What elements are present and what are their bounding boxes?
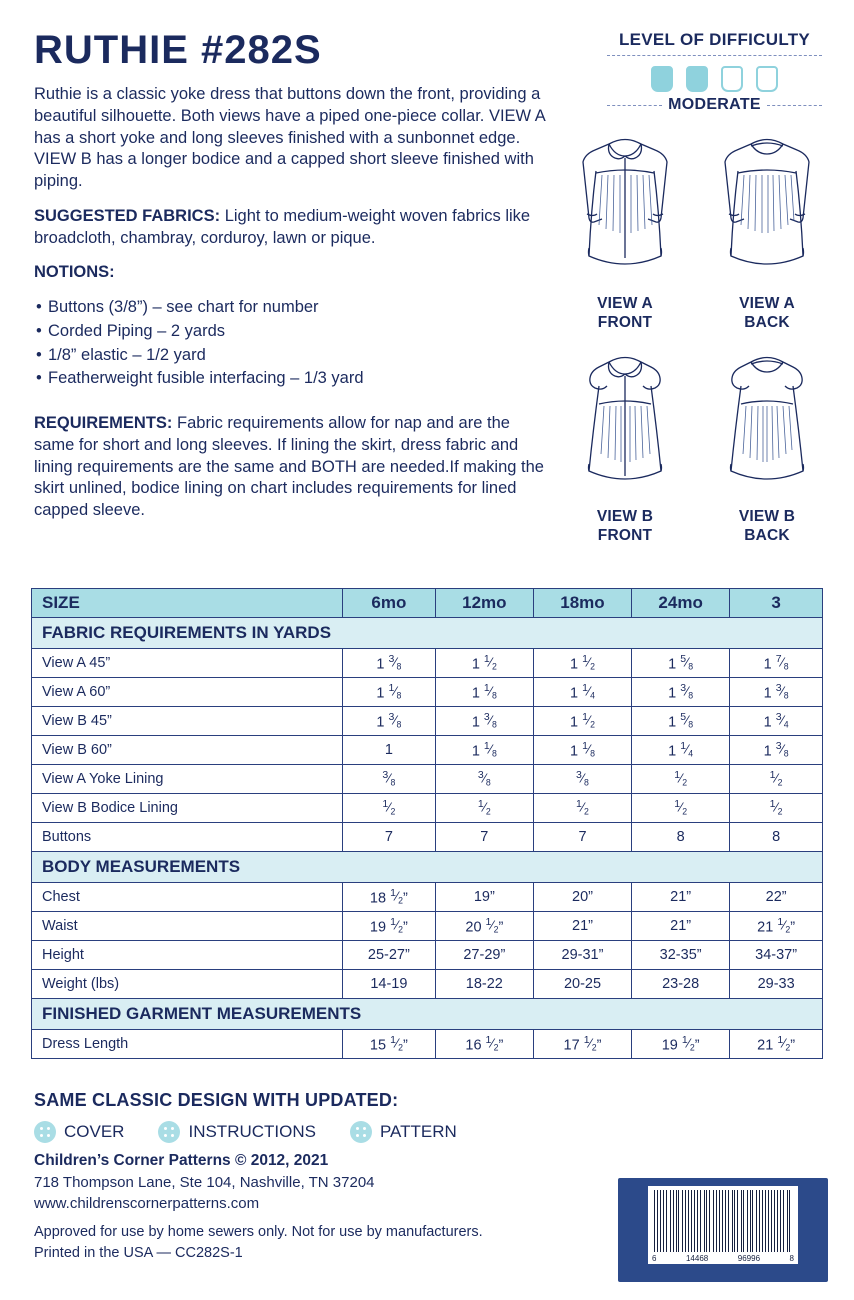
chart-cell: 1 $^1⁄_8$ [435, 678, 533, 707]
illustration-view-a-front [559, 128, 691, 293]
barcode-left-digit: 6 [652, 1254, 657, 1263]
chart-header-cell: 24mo [632, 589, 730, 618]
updated-item-cover [34, 1121, 124, 1143]
chart-cell: 1 $^3⁄_8$ [730, 678, 823, 707]
view-label-line1: VIEW A [739, 295, 795, 312]
view-label-line1: VIEW B [596, 507, 654, 525]
barcode-end-digit: 8 [789, 1254, 794, 1263]
chart-section-title: FABRIC REQUIREMENTS IN YARDS [32, 618, 823, 649]
dress-illustration-a-back [707, 128, 827, 293]
table-row [32, 912, 823, 941]
chart-cell: 1 $^5⁄_8$ [632, 707, 730, 736]
chart-cell: 19 $^1⁄_2$” [343, 912, 436, 941]
barcode-digits [648, 1254, 798, 1263]
thimble-rating [607, 62, 822, 92]
table-row [32, 649, 823, 678]
chart-section-row [32, 618, 823, 649]
button-icon [350, 1121, 372, 1143]
button-icon [34, 1121, 56, 1143]
requirements-text: Fabric requirements allow for nap and are the same for short and long sleeves. If lining the skirt, dress fabric and lining requirements are the same and BOTH are needed.If making the skirt unlined, bodice lining on chart includes requirements for lined capped sleeve. [34, 414, 544, 520]
barcode-area [648, 1186, 798, 1264]
chart-cell: 1 $^1⁄_2$ [533, 707, 631, 736]
view-label-line2: BACK [744, 527, 790, 545]
chart-cell: 7 [343, 823, 436, 852]
suggested-fabrics-paragraph [34, 206, 554, 250]
requirements-paragraph [34, 413, 554, 522]
suggested-fabrics-text: Light to medium-weight woven fabrics like broadcloth, chambray, corduroy, lawn or pique. [34, 206, 531, 247]
chart-cell: 22” [730, 883, 823, 912]
view-label-line1: VIEW A [597, 295, 653, 312]
chart-cell: 1 $^1⁄_8$ [533, 736, 631, 765]
chart-row-label: View A Yoke Lining [32, 765, 343, 794]
view-label-line2: BACK [744, 314, 790, 332]
updated-item-instructions [158, 1121, 316, 1143]
table-row [32, 736, 823, 765]
chart-row-label: Buttons [32, 823, 343, 852]
notions-list [34, 297, 554, 390]
company-address: 718 Thompson Lane, Ste 104, Nashville, TN 37204 [34, 1174, 375, 1191]
thimble-icon-3 [719, 62, 745, 92]
chart-cell: 15 $^1⁄_2$” [343, 1030, 436, 1059]
illustration-labels-b [556, 506, 836, 545]
requirements-label: REQUIREMENTS: [34, 414, 173, 433]
chart-cell: $^1⁄_2$ [533, 794, 631, 823]
difficulty-level-row [607, 96, 822, 114]
view-a-front-label [559, 293, 691, 332]
thimble-icon-4 [754, 62, 780, 92]
chart-section-row [32, 999, 823, 1030]
chart-cell: 1 $^1⁄_2$ [435, 649, 533, 678]
updated-item-label: PATTERN [379, 1122, 457, 1141]
list-item: • 1/8” elastic – 1/2 yard [34, 345, 554, 367]
chart-row-label: View B Bodice Lining [32, 794, 343, 823]
chart-cell: 1 $^1⁄_8$ [343, 678, 436, 707]
company-block [34, 1150, 614, 1215]
table-row [32, 970, 823, 999]
chart-section-title: BODY MEASUREMENTS [32, 852, 823, 883]
chart-row-label: View A 45” [32, 649, 343, 678]
table-row [32, 794, 823, 823]
dress-illustration-b-back [707, 346, 827, 506]
chart-header-cell: 3 [730, 589, 823, 618]
chart-cell: 1 $^3⁄_8$ [632, 678, 730, 707]
chart-cell: $^1⁄_2$ [632, 794, 730, 823]
chart-row-label: View B 45” [32, 707, 343, 736]
difficulty-block [607, 30, 822, 114]
table-row [32, 941, 823, 970]
chart-cell: 1 $^3⁄_4$ [730, 707, 823, 736]
chart-cell: $^1⁄_2$ [343, 794, 436, 823]
chart-cell: 19” [435, 883, 533, 912]
view-a-back-label [701, 293, 833, 332]
chart-cell: 1 $^1⁄_2$ [533, 649, 631, 678]
chart-section-row [32, 852, 823, 883]
illustration-labels-a [556, 293, 836, 332]
chart-cell: 16 $^1⁄_2$” [435, 1030, 533, 1059]
chart-row-label: Height [32, 941, 343, 970]
difficulty-dash-left [607, 105, 662, 106]
updated-title: SAME CLASSIC DESIGN WITH UPDATED: [34, 1090, 399, 1110]
chart-cell: 1 $^3⁄_8$ [343, 707, 436, 736]
company-website[interactable]: www.childrenscornerpatterns.com [34, 1195, 260, 1213]
chart-cell: 18-22 [435, 970, 533, 999]
chart-cell: 17 $^1⁄_2$” [533, 1030, 631, 1059]
chart-row-label: Waist [32, 912, 343, 941]
view-label-line2: FRONT [597, 314, 653, 332]
chart-cell: 21” [632, 912, 730, 941]
legal-block [34, 1222, 634, 1264]
barcode-right-digits: 96996 [737, 1254, 761, 1263]
chart-cell: $^1⁄_2$ [632, 765, 730, 794]
chart-section-title: FINISHED GARMENT MEASUREMENTS [32, 999, 823, 1030]
chart-cell: 29-33 [730, 970, 823, 999]
chart-cell: 21 $^1⁄_2$” [730, 1030, 823, 1059]
chart-cell: $^1⁄_2$ [435, 794, 533, 823]
thimble-icon-1 [649, 62, 675, 92]
chart-cell: 21” [632, 883, 730, 912]
suggested-fabrics-label: SUGGESTED FABRICS: [34, 206, 221, 225]
barcode-bars [654, 1190, 792, 1252]
chart-cell: 7 [533, 823, 631, 852]
chart-cell: 14-19 [343, 970, 436, 999]
chart-cell: 20 $^1⁄_2$” [435, 912, 533, 941]
chart-cell: 25-27” [343, 941, 436, 970]
barcode-background [618, 1178, 828, 1282]
chart-cell: 1 $^1⁄_4$ [632, 736, 730, 765]
description-column [34, 84, 554, 535]
view-label-line2: FRONT [597, 527, 653, 545]
notions-block [34, 262, 554, 284]
legal-line-1: Approved for use by home sewers only. Not for use by manufacturers. [34, 1224, 483, 1240]
illustration-view-b-front [559, 346, 691, 506]
chart-cell: 1 $^1⁄_4$ [533, 678, 631, 707]
intro-paragraph: Ruthie is a classic yoke dress that buttons down the front, providing a beautiful silhouette. Both views have a piped one-piece collar. VIEW A has a short yoke and long sleeves finished with a sunbonnet edge. VIEW B has a longer bodice and a capped short sleeve finished with piping. [34, 85, 545, 191]
chart-cell: 1 [343, 736, 436, 765]
chart-cell: 1 $^7⁄_8$ [730, 649, 823, 678]
table-row [32, 883, 823, 912]
difficulty-title: LEVEL OF DIFFICULTY [618, 30, 811, 49]
chart-cell: 23-28 [632, 970, 730, 999]
chart-cell: 8 [730, 823, 823, 852]
illustration-view-a-back [701, 128, 833, 293]
chart-row-label: Chest [32, 883, 343, 912]
chart-row-label: Weight (lbs) [32, 970, 343, 999]
page-title: RUTHIE #282S [34, 28, 322, 72]
view-label-line1: VIEW B [738, 507, 796, 525]
chart-cell: 7 [435, 823, 533, 852]
illustration-view-b-back [701, 346, 833, 506]
barcode-middle-digits: 14468 [685, 1254, 709, 1263]
chart-cell: 1 $^3⁄_8$ [730, 736, 823, 765]
chart-cell: 8 [632, 823, 730, 852]
illustration-grid [556, 128, 836, 544]
illustration-row-b [556, 346, 836, 506]
chart-header-row [32, 589, 823, 618]
dress-illustration-a-front [565, 128, 685, 293]
illustration-row-a [556, 128, 836, 293]
chart-row-label: View A 60” [32, 678, 343, 707]
table-row [32, 765, 823, 794]
chart-cell: 21” [533, 912, 631, 941]
chart-cell: 34-37” [730, 941, 823, 970]
dress-illustration-b-front [565, 346, 685, 506]
list-item: • Corded Piping – 2 yards [34, 321, 554, 343]
chart-header-cell: 18mo [533, 589, 631, 618]
chart-cell: $^3⁄_8$ [435, 765, 533, 794]
chart-cell: 29-31” [533, 941, 631, 970]
chart-header-cell: 6mo [343, 589, 436, 618]
updated-item-pattern [350, 1121, 457, 1143]
chart-cell: $^1⁄_2$ [730, 794, 823, 823]
view-b-front-label [559, 506, 691, 545]
chart-cell: 1 $^3⁄_8$ [435, 707, 533, 736]
chart-cell: 21 $^1⁄_2$” [730, 912, 823, 941]
updated-items [34, 1121, 594, 1143]
chart-cell: 19 $^1⁄_2$” [632, 1030, 730, 1059]
list-item: • Featherweight fusible interfacing – 1/3 yard [34, 368, 554, 390]
chart-cell: 1 $^1⁄_8$ [435, 736, 533, 765]
barcode-block [618, 1178, 828, 1282]
company-name: Children’s Corner Patterns © 2012, 2021 [34, 1152, 329, 1169]
table-row [32, 1030, 823, 1059]
chart-cell: 1 $^3⁄_8$ [343, 649, 436, 678]
chart-cell: 27-29” [435, 941, 533, 970]
table-row [32, 823, 823, 852]
legal-line-2: Printed in the USA — CC282S-1 [34, 1245, 243, 1262]
chart-row-label: View B 60” [32, 736, 343, 765]
chart-header-cell: SIZE [32, 589, 343, 618]
thimble-icon-2 [684, 62, 710, 92]
updated-block [34, 1090, 594, 1143]
chart-header-cell: 12mo [435, 589, 533, 618]
chart-cell: $^3⁄_8$ [533, 765, 631, 794]
chart-cell: 1 $^5⁄_8$ [632, 649, 730, 678]
difficulty-dash-right [767, 105, 822, 106]
difficulty-divider-top [607, 55, 822, 56]
updated-item-label: INSTRUCTIONS [188, 1122, 316, 1141]
view-b-back-label [701, 506, 833, 545]
size-chart [31, 588, 823, 1059]
chart-cell: $^3⁄_8$ [343, 765, 436, 794]
chart-cell: 18 $^1⁄_2$” [343, 883, 436, 912]
notions-label: NOTIONS: [34, 263, 115, 282]
difficulty-level-label: MODERATE [668, 96, 761, 113]
chart-cell: $^1⁄_2$ [730, 765, 823, 794]
table-row [32, 678, 823, 707]
chart-cell: 20-25 [533, 970, 631, 999]
chart-row-label: Dress Length [32, 1030, 343, 1059]
chart-cell: 32-35” [632, 941, 730, 970]
chart-cell: 20” [533, 883, 631, 912]
button-icon [158, 1121, 180, 1143]
table-row [32, 707, 823, 736]
list-item: • Buttons (3/8”) – see chart for number [34, 297, 554, 319]
updated-item-label: COVER [64, 1122, 125, 1141]
